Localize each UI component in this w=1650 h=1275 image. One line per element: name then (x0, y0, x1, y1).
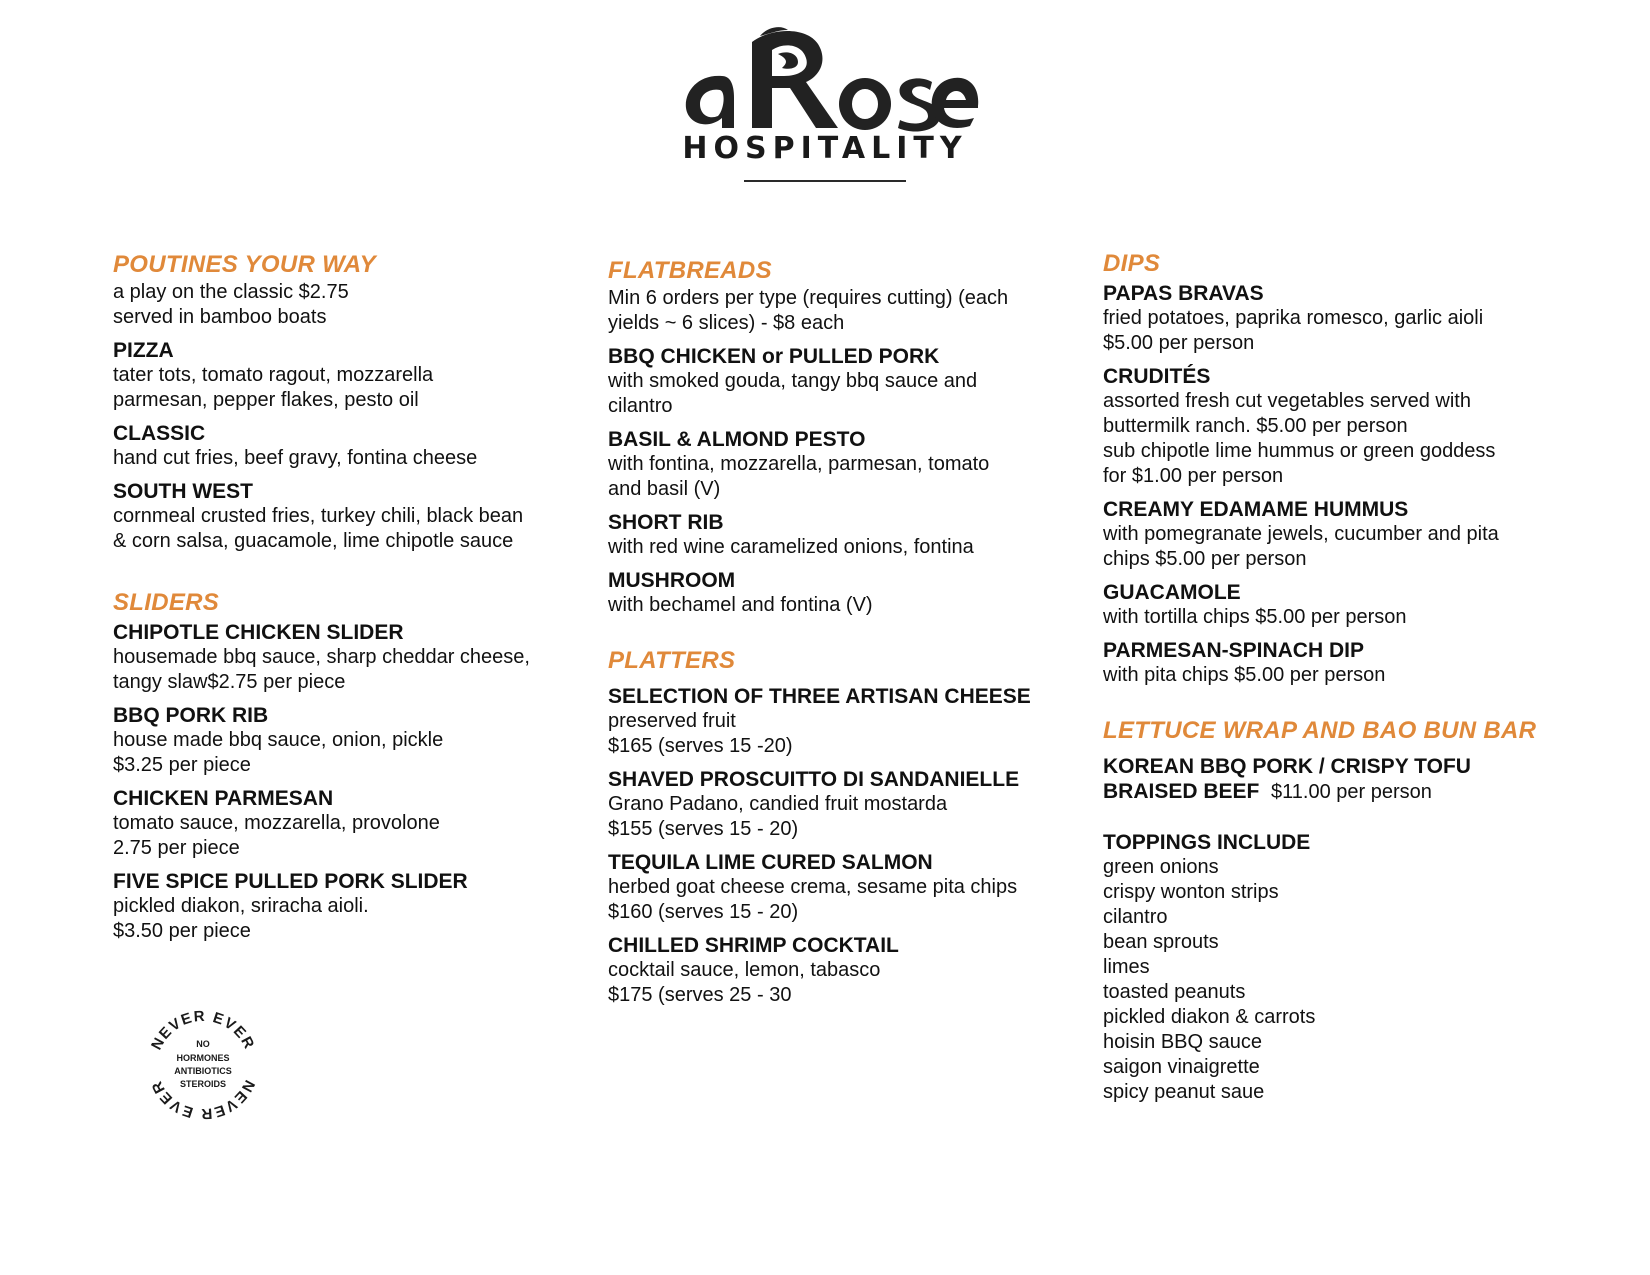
menu-column-2 (608, 256, 1128, 1008)
brand-subtitle: HOSPITALITY (682, 131, 968, 166)
menu-item-desc: Grano Padano, candied fruit mostarda (608, 793, 948, 815)
menu-item-desc: assorted fresh cut vegetables served with (1103, 390, 1471, 412)
menu-item-desc: $165 (serves 15 -20) (608, 735, 793, 757)
never-ever-badge (143, 1005, 263, 1125)
topping-item: spicy peanut saue (1103, 1081, 1265, 1103)
menu-item-desc: with fontina, mozzarella, parmesan, tomato (608, 453, 990, 475)
menu-item-title: PAPAS BRAVAS (1103, 282, 1264, 305)
menu-column-3 (1103, 249, 1623, 1105)
brand-logo (0, 20, 1650, 182)
menu-item-desc: $5.00 per person (1103, 332, 1255, 354)
menu-item-desc: fried potatoes, paprika romesco, garlic aioli (1103, 307, 1484, 329)
rose-logo-mark (660, 20, 990, 135)
menu-item-title: TEQUILA LIME CURED SALMON (608, 851, 933, 874)
menu-item-desc: house made bbq sauce, onion, pickle (113, 729, 444, 751)
section-intro-line: a play on the classic $2.75 (113, 281, 349, 303)
topping-item: limes (1103, 956, 1150, 978)
topping-item: green onions (1103, 856, 1219, 878)
menu-item-desc: with pomegranate jewels, cucumber and pita (1103, 523, 1499, 545)
menu-item-desc: herbed goat cheese crema, sesame pita chips (608, 876, 1018, 898)
topping-item: toasted peanuts (1103, 981, 1246, 1003)
topping-item: hoisin BBQ sauce (1103, 1031, 1262, 1053)
menu-item-desc: tater tots, tomato ragout, mozzarella (113, 364, 434, 386)
section-heading-sliders: SLIDERS (113, 589, 220, 616)
wrap-braised-beef: BRAISED BEEF (1103, 780, 1260, 803)
menu-item-desc: tomato sauce, mozzarella, provolone (113, 812, 440, 834)
menu-item-desc: & corn salsa, guacamole, lime chipotle sauce (113, 530, 514, 552)
menu-item-desc: cilantro (608, 395, 673, 417)
menu-item-desc: with pita chips $5.00 per person (1103, 664, 1386, 686)
section-heading-flatbreads: FLATBREADS (608, 257, 772, 284)
menu-item-desc: with smoked gouda, tangy bbq sauce and (608, 370, 978, 392)
menu-item-desc: and basil (V) (608, 478, 721, 500)
section-intro-line: yields ~ 6 slices) - $8 each (608, 312, 845, 334)
menu-item-title: MUSHROOM (608, 569, 736, 592)
section-heading-dips: DIPS (1103, 250, 1161, 277)
menu-item-desc: preserved fruit (608, 710, 736, 732)
menu-item-title: CHILLED SHRIMP COCKTAIL (608, 934, 899, 957)
badge-line: NO (196, 1039, 210, 1049)
section-heading-poutines: POUTINES YOUR WAY (113, 251, 376, 278)
menu-item-desc: 2.75 per piece (113, 837, 240, 859)
menu-item-desc: tangy slaw$2.75 per piece (113, 671, 346, 693)
menu-item-title: CHIPOTLE CHICKEN SLIDER (113, 621, 404, 644)
menu-item-title: CLASSIC (113, 422, 206, 445)
topping-item: saigon vinaigrette (1103, 1056, 1260, 1078)
menu-column-1 (113, 250, 633, 944)
menu-item-title: BBQ PORK RIB (113, 704, 269, 727)
menu-item-desc: $160 (serves 15 - 20) (608, 901, 799, 923)
menu-item-desc: $175 (serves 25 - 30 (608, 984, 792, 1006)
menu-item-desc: cornmeal crusted fries, turkey chili, black bean (113, 505, 524, 527)
topping-item: bean sprouts (1103, 931, 1219, 953)
wrap-price: $11.00 per person (1271, 781, 1432, 803)
menu-item-title: CREAMY EDAMAME HUMMUS (1103, 498, 1409, 521)
menu-item-title: SHAVED PROSCUITTO DI SANDANIELLE (608, 768, 1020, 791)
topping-item: pickled diakon & carrots (1103, 1006, 1316, 1028)
menu-item-title: BBQ CHICKEN or PULLED PORK (608, 345, 940, 368)
menu-item-desc: with red wine caramelized onions, fontina (608, 536, 974, 558)
menu-item-title: SHORT RIB (608, 511, 724, 534)
wrap-title-line-1: KOREAN BBQ PORK / CRISPY TOFU (1103, 755, 1471, 778)
badge-line: ANTIBIOTICS (174, 1066, 232, 1076)
menu-item-title: GUACAMOLE (1103, 581, 1241, 604)
toppings-title: TOPPINGS INCLUDE (1103, 831, 1311, 854)
menu-item-desc: for $1.00 per person (1103, 465, 1284, 487)
topping-item: cilantro (1103, 906, 1168, 928)
section-heading-lettuce-wrap: LETTUCE WRAP AND BAO BUN BAR (1103, 717, 1537, 744)
menu-item-title: CRUDITÉS (1103, 365, 1211, 388)
menu-item-desc: $3.50 per piece (113, 920, 251, 942)
badge-line: HORMONES (176, 1053, 230, 1063)
menu-item-desc: buttermilk ranch. $5.00 per person (1103, 415, 1408, 437)
menu-item-title: FIVE SPICE PULLED PORK SLIDER (113, 870, 468, 893)
menu-item-title: PARMESAN-SPINACH DIP (1103, 639, 1364, 662)
menu-item-title: SOUTH WEST (113, 480, 253, 503)
menu-item-desc: pickled diakon, sriracha aioli. (113, 895, 369, 917)
menu-item-desc: cocktail sauce, lemon, tabasco (608, 959, 881, 981)
wrap-title-line-2 (1103, 779, 1623, 805)
menu-item-title: SELECTION OF THREE ARTISAN CHEESE (608, 685, 1031, 708)
menu-item-title: CHICKEN PARMESAN (113, 787, 334, 810)
menu-item-desc: chips $5.00 per person (1103, 548, 1307, 570)
section-intro-line: Min 6 orders per type (requires cutting) (each (608, 287, 1009, 309)
menu-item-desc: parmesan, pepper flakes, pesto oil (113, 389, 419, 411)
menu-item-desc: sub chipotle lime hummus or green goddess (1103, 440, 1496, 462)
section-intro-line: served in bamboo boats (113, 306, 327, 328)
badge-line: STEROIDS (179, 1079, 227, 1089)
section-heading-platters: PLATTERS (608, 647, 736, 674)
menu-item-desc: hand cut fries, beef gravy, fontina cheese (113, 447, 478, 469)
menu-item-desc: with tortilla chips $5.00 per person (1103, 606, 1407, 628)
menu-item-desc: with bechamel and fontina (V) (608, 594, 873, 616)
menu-item-desc: housemade bbq sauce, sharp cheddar cheese, (113, 646, 530, 668)
badge-arc-bottom: NEVER EVER (147, 1077, 259, 1123)
logo-divider (744, 180, 906, 182)
topping-item: crispy wonton strips (1103, 881, 1279, 903)
menu-item-title: BASIL & ALMOND PESTO (608, 428, 866, 451)
menu-item-desc: $3.25 per piece (113, 754, 251, 776)
menu-item-title: PIZZA (113, 339, 174, 362)
menu-item-desc: $155 (serves 15 - 20) (608, 818, 799, 840)
badge-arc-top: NEVER EVER (147, 1007, 259, 1053)
